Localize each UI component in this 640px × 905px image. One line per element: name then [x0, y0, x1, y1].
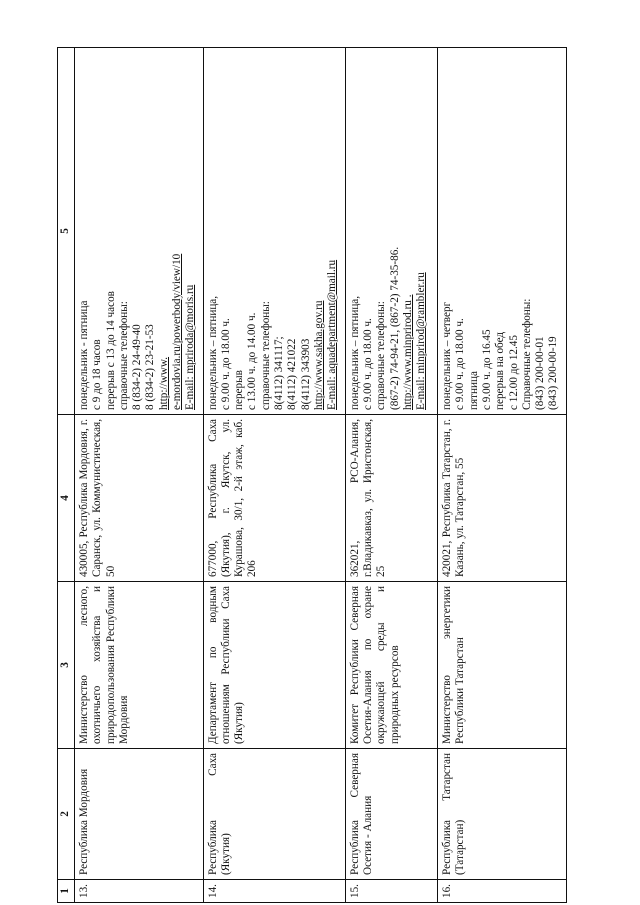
header-cell-1: 1 [58, 880, 75, 903]
phone: 8(4112) 341117; [273, 336, 286, 410]
contact-line: с 9.00 ч. до 16.45 [480, 329, 493, 410]
contacts-cell [75, 48, 204, 415]
region-cell: Республика Северная Осетия - Алания [345, 749, 437, 880]
contact-line: справочные телефоны: [375, 301, 388, 410]
row-number: 16. [438, 880, 567, 903]
contact-line: понедельник – пятница, [348, 295, 361, 410]
contact-line: с 9.00 ч. до 18.00 ч. [361, 318, 374, 410]
header-cell-4: 4 [58, 415, 75, 582]
contact-line: перерыв с 13 до 14 часов [104, 291, 117, 410]
phone: 8 (834-2) 24-49-40 [131, 324, 144, 410]
contacts-cell [438, 48, 567, 415]
table-row [203, 48, 345, 903]
address-cell: 430005, Республика Мордовия, г. Саранск, ул. Коммунистическая, 50 [75, 415, 204, 582]
contact-line: справочные телефоны: [117, 301, 130, 410]
agency-cell: Министерство лесного, охотничьего хозяйства и природопользования Республики Мордовия [75, 582, 204, 749]
website-link[interactable]: e-mordovia.ru/powerbody/view/10 [171, 253, 184, 410]
phone: (843) 200-00-01 [534, 336, 547, 410]
contact-line: понедельник – четверг [441, 301, 454, 410]
email-link[interactable]: E-mail: minprirod@rambler.ru [415, 272, 428, 410]
region-cell: Республика Мордовия [75, 749, 204, 880]
contact-line: Справочные телефоны: [520, 298, 533, 410]
address-cell: 420021, Республика Татарстан, г. Казань, ул. Татарстан, 55 [438, 415, 567, 582]
contact-line: с 9.00 ч. до 18.00 ч. [454, 318, 467, 410]
contacts-table [57, 47, 567, 903]
website-link[interactable]: http://www.sakha.gov.ru [312, 300, 325, 410]
header-row [58, 48, 75, 903]
contacts-cell [203, 48, 345, 415]
row-number: 14. [203, 880, 345, 903]
header-cell-2: 2 [58, 749, 75, 880]
agency-cell: Департамент по водным отношениям Республики Саха (Якутия) [203, 582, 345, 749]
region-cell: Республика Татарстан (Татарстан) [438, 749, 567, 880]
address-cell: 677000, Республика Саха (Якутия), г. Якутск, ул. Курашова, 30/1, 2-й этаж, каб. 206 [203, 415, 345, 582]
row-number: 13. [75, 880, 204, 903]
contact-line: с 9 до 18 часов [91, 339, 104, 410]
phone: (867-2) 74-94-21, (867-2) 74-35-86. [388, 246, 401, 410]
rotated-page [57, 47, 567, 903]
row-number: 15. [345, 880, 437, 903]
region-cell: Республика Саха (Якутия) [203, 749, 345, 880]
email-link[interactable]: E-mail: mpriroda@moris.ru [184, 284, 197, 410]
phone: 8(4112) 421022 [286, 338, 299, 410]
phone: 8(4112) 343903 [299, 338, 312, 410]
contact-line: перерыв на обед [494, 331, 507, 410]
header-cell-5: 5 [58, 48, 75, 415]
address-cell: 362021, РСО-Алания, г.Владикавказ, ул. Иристонская, 25 [345, 415, 437, 582]
phone: (843) 200-00-19 [547, 336, 560, 410]
agency-cell: Комитет Республики Северная Осетия-Алания по охране окружающей среды и природных ресурсов [345, 582, 437, 749]
email-link[interactable]: E-mail: aquadepartment@mail.ru [326, 259, 339, 410]
phone: 8 (834-2) 23-21-53 [144, 324, 157, 410]
website-link[interactable]: http://www.minprirod.ru . [401, 294, 414, 410]
website-link[interactable]: http://www. [157, 356, 170, 410]
contact-line: с 12.00 до 12.45 [507, 335, 520, 410]
contact-line: понедельник – пятница, [206, 295, 219, 410]
contact-line: с 9.00 ч. до 18.00 ч. [219, 318, 232, 410]
contact-line: с 13.00 ч. до 14.00 ч. [246, 312, 259, 410]
agency-cell: Министерство энергетики Республики Татарстан [438, 582, 567, 749]
header-cell-3: 3 [58, 582, 75, 749]
table-row [438, 48, 567, 903]
table-row [75, 48, 204, 903]
table-row [345, 48, 437, 903]
contacts-cell [345, 48, 437, 415]
contact-line: понедельник - пятница [78, 300, 90, 410]
contact-line: справочные телефоны: [259, 301, 272, 410]
contact-line: пятница [467, 371, 480, 410]
contact-line: перерыв [233, 370, 246, 410]
